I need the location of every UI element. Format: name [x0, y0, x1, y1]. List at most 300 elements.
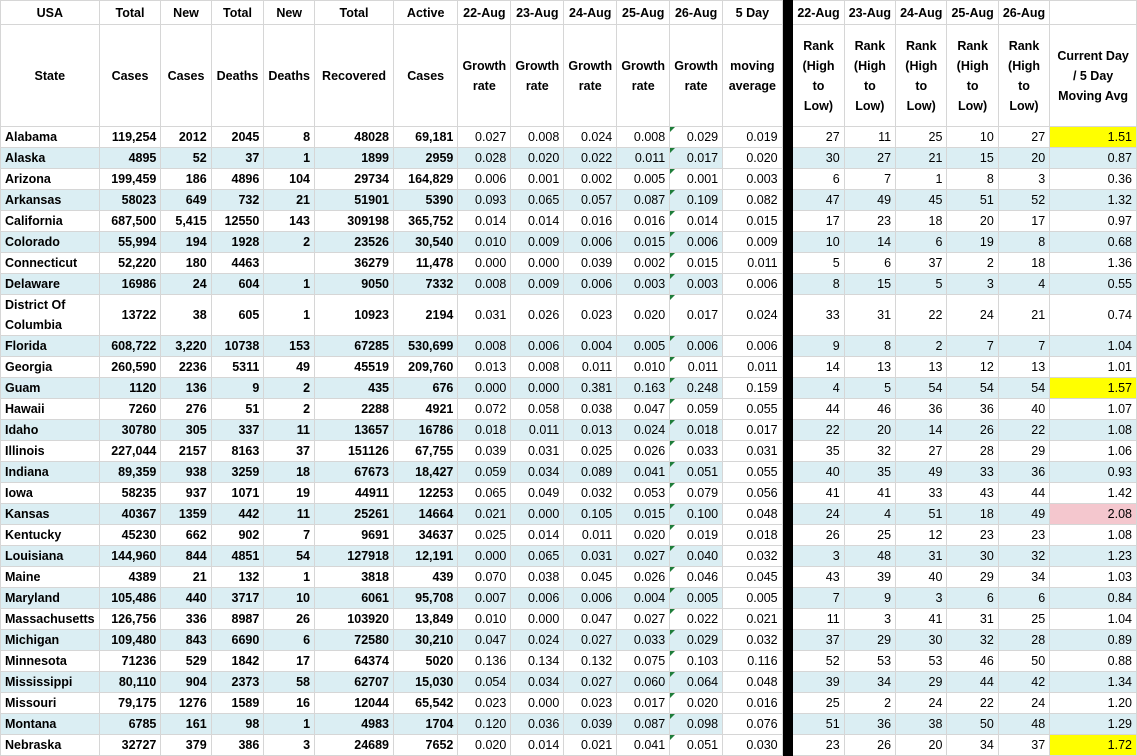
- rank-cell[interactable]: 23: [844, 211, 895, 232]
- new-deaths-cell[interactable]: 37: [264, 441, 315, 462]
- growth-rate-cell[interactable]: 0.087: [617, 190, 670, 211]
- rank-cell[interactable]: 6: [844, 253, 895, 274]
- ratio-cell[interactable]: 1.01: [1050, 357, 1137, 378]
- header-cell[interactable]: Cases: [394, 25, 458, 127]
- rank-cell[interactable]: 44: [793, 399, 844, 420]
- active-cases-cell[interactable]: 2959: [394, 148, 458, 169]
- rank-cell[interactable]: 5: [896, 274, 947, 295]
- growth-rate-cell[interactable]: 0.136: [458, 651, 511, 672]
- growth-rate-cell[interactable]: 0.025: [564, 441, 617, 462]
- rank-cell[interactable]: 27: [998, 127, 1049, 148]
- growth-rate-cell[interactable]: 0.018: [670, 420, 723, 441]
- total-deaths-cell[interactable]: 1928: [211, 232, 264, 253]
- growth-rate-cell[interactable]: 0.047: [564, 609, 617, 630]
- growth-rate-cell[interactable]: 0.120: [458, 714, 511, 735]
- growth-rate-cell[interactable]: 0.001: [511, 169, 564, 190]
- state-cell[interactable]: Mississippi: [1, 672, 100, 693]
- header-cell[interactable]: 24-Aug: [564, 1, 617, 25]
- growth-rate-cell[interactable]: 0.011: [617, 148, 670, 169]
- state-cell[interactable]: Michigan: [1, 630, 100, 651]
- rank-cell[interactable]: 29: [998, 441, 1049, 462]
- rank-cell[interactable]: 7: [947, 336, 998, 357]
- rank-cell[interactable]: 7: [998, 336, 1049, 357]
- total-deaths-cell[interactable]: 8987: [211, 609, 264, 630]
- growth-rate-cell[interactable]: 0.014: [670, 211, 723, 232]
- growth-rate-cell[interactable]: 0.006: [511, 588, 564, 609]
- growth-rate-cell[interactable]: 0.046: [670, 567, 723, 588]
- new-deaths-cell[interactable]: 11: [264, 420, 315, 441]
- new-cases-cell[interactable]: 440: [161, 588, 211, 609]
- rank-cell[interactable]: 22: [998, 420, 1049, 441]
- active-cases-cell[interactable]: 209,760: [394, 357, 458, 378]
- growth-rate-cell[interactable]: 0.053: [617, 483, 670, 504]
- total-deaths-cell[interactable]: 98: [211, 714, 264, 735]
- growth-rate-cell[interactable]: 0.079: [670, 483, 723, 504]
- state-cell[interactable]: Kentucky: [1, 525, 100, 546]
- total-deaths-cell[interactable]: 51: [211, 399, 264, 420]
- growth-rate-cell[interactable]: 0.033: [617, 630, 670, 651]
- growth-rate-cell[interactable]: 0.039: [458, 441, 511, 462]
- growth-rate-cell[interactable]: 0.016: [617, 211, 670, 232]
- moving-average-cell[interactable]: 0.076: [723, 714, 782, 735]
- new-cases-cell[interactable]: 194: [161, 232, 211, 253]
- rank-cell[interactable]: 4: [844, 504, 895, 525]
- new-cases-cell[interactable]: 136: [161, 378, 211, 399]
- rank-cell[interactable]: 24: [896, 693, 947, 714]
- header-cell[interactable]: Total: [315, 1, 394, 25]
- rank-cell[interactable]: 38: [896, 714, 947, 735]
- state-cell[interactable]: Indiana: [1, 462, 100, 483]
- growth-rate-cell[interactable]: 0.021: [564, 735, 617, 756]
- header-cell[interactable]: Growth rate: [511, 25, 564, 127]
- total-cases-cell[interactable]: 687,500: [99, 211, 161, 232]
- new-cases-cell[interactable]: 2157: [161, 441, 211, 462]
- growth-rate-cell[interactable]: 0.020: [458, 735, 511, 756]
- active-cases-cell[interactable]: 676: [394, 378, 458, 399]
- total-cases-cell[interactable]: 4895: [99, 148, 161, 169]
- rank-cell[interactable]: 50: [947, 714, 998, 735]
- new-cases-cell[interactable]: 2012: [161, 127, 211, 148]
- growth-rate-cell[interactable]: 0.051: [670, 735, 723, 756]
- ratio-cell[interactable]: 0.97: [1050, 211, 1137, 232]
- growth-rate-cell[interactable]: 0.017: [670, 295, 723, 336]
- rank-cell[interactable]: 41: [844, 483, 895, 504]
- growth-rate-cell[interactable]: 0.010: [458, 609, 511, 630]
- growth-rate-cell[interactable]: 0.015: [670, 253, 723, 274]
- rank-cell[interactable]: 49: [998, 504, 1049, 525]
- total-deaths-cell[interactable]: 4851: [211, 546, 264, 567]
- moving-average-cell[interactable]: 0.032: [723, 546, 782, 567]
- total-deaths-cell[interactable]: 605: [211, 295, 264, 336]
- growth-rate-cell[interactable]: 0.000: [511, 378, 564, 399]
- growth-rate-cell[interactable]: 0.026: [617, 441, 670, 462]
- rank-cell[interactable]: 1: [896, 169, 947, 190]
- header-cell[interactable]: Growth rate: [670, 25, 723, 127]
- rank-cell[interactable]: 10: [947, 127, 998, 148]
- recovered-cell[interactable]: 9691: [315, 525, 394, 546]
- growth-rate-cell[interactable]: 0.039: [564, 253, 617, 274]
- header-cell[interactable]: Rank (High to Low): [844, 25, 895, 127]
- total-cases-cell[interactable]: 79,175: [99, 693, 161, 714]
- header-cell[interactable]: Current Day / 5 Day Moving Avg: [1050, 25, 1137, 127]
- rank-cell[interactable]: 27: [793, 127, 844, 148]
- rank-cell[interactable]: 29: [844, 630, 895, 651]
- rank-cell[interactable]: 14: [844, 232, 895, 253]
- growth-rate-cell[interactable]: 0.103: [670, 651, 723, 672]
- growth-rate-cell[interactable]: 0.000: [458, 378, 511, 399]
- active-cases-cell[interactable]: 14664: [394, 504, 458, 525]
- recovered-cell[interactable]: 72580: [315, 630, 394, 651]
- header-cell[interactable]: Growth rate: [564, 25, 617, 127]
- rank-cell[interactable]: 6: [896, 232, 947, 253]
- total-deaths-cell[interactable]: 386: [211, 735, 264, 756]
- rank-cell[interactable]: 51: [793, 714, 844, 735]
- rank-cell[interactable]: 7: [844, 169, 895, 190]
- rank-cell[interactable]: 20: [844, 420, 895, 441]
- recovered-cell[interactable]: 9050: [315, 274, 394, 295]
- active-cases-cell[interactable]: 7652: [394, 735, 458, 756]
- recovered-cell[interactable]: 4983: [315, 714, 394, 735]
- state-cell[interactable]: Alaska: [1, 148, 100, 169]
- growth-rate-cell[interactable]: 0.000: [511, 609, 564, 630]
- growth-rate-cell[interactable]: 0.010: [458, 232, 511, 253]
- total-cases-cell[interactable]: 89,359: [99, 462, 161, 483]
- active-cases-cell[interactable]: 67,755: [394, 441, 458, 462]
- state-cell[interactable]: Arkansas: [1, 190, 100, 211]
- rank-cell[interactable]: 40: [896, 567, 947, 588]
- growth-rate-cell[interactable]: 0.032: [564, 483, 617, 504]
- total-deaths-cell[interactable]: 12550: [211, 211, 264, 232]
- state-cell[interactable]: Arizona: [1, 169, 100, 190]
- active-cases-cell[interactable]: 95,708: [394, 588, 458, 609]
- recovered-cell[interactable]: 12044: [315, 693, 394, 714]
- active-cases-cell[interactable]: 2194: [394, 295, 458, 336]
- new-deaths-cell[interactable]: 26: [264, 609, 315, 630]
- total-cases-cell[interactable]: 45230: [99, 525, 161, 546]
- growth-rate-cell[interactable]: 0.015: [617, 232, 670, 253]
- growth-rate-cell[interactable]: 0.010: [617, 357, 670, 378]
- ratio-cell[interactable]: 2.08: [1050, 504, 1137, 525]
- new-deaths-cell[interactable]: 16: [264, 693, 315, 714]
- rank-cell[interactable]: 25: [844, 525, 895, 546]
- state-cell[interactable]: Iowa: [1, 483, 100, 504]
- state-cell[interactable]: Massachusetts: [1, 609, 100, 630]
- moving-average-cell[interactable]: 0.019: [723, 127, 782, 148]
- rank-cell[interactable]: 37: [793, 630, 844, 651]
- growth-rate-cell[interactable]: 0.000: [511, 253, 564, 274]
- ratio-cell[interactable]: 1.04: [1050, 609, 1137, 630]
- moving-average-cell[interactable]: 0.005: [723, 588, 782, 609]
- moving-average-cell[interactable]: 0.015: [723, 211, 782, 232]
- growth-rate-cell[interactable]: 0.011: [511, 420, 564, 441]
- ratio-cell[interactable]: 1.23: [1050, 546, 1137, 567]
- growth-rate-cell[interactable]: 0.028: [458, 148, 511, 169]
- rank-cell[interactable]: 24: [793, 504, 844, 525]
- rank-cell[interactable]: 23: [998, 525, 1049, 546]
- rank-cell[interactable]: 51: [896, 504, 947, 525]
- new-cases-cell[interactable]: 305: [161, 420, 211, 441]
- new-cases-cell[interactable]: 21: [161, 567, 211, 588]
- growth-rate-cell[interactable]: 0.000: [458, 546, 511, 567]
- growth-rate-cell[interactable]: 0.060: [617, 672, 670, 693]
- rank-cell[interactable]: 5: [844, 378, 895, 399]
- rank-cell[interactable]: 50: [998, 651, 1049, 672]
- header-cell[interactable]: [782, 1, 793, 25]
- ratio-cell[interactable]: 1.36: [1050, 253, 1137, 274]
- moving-average-cell[interactable]: 0.116: [723, 651, 782, 672]
- total-cases-cell[interactable]: 608,722: [99, 336, 161, 357]
- growth-rate-cell[interactable]: 0.027: [617, 546, 670, 567]
- growth-rate-cell[interactable]: 0.065: [511, 190, 564, 211]
- growth-rate-cell[interactable]: 0.134: [511, 651, 564, 672]
- moving-average-cell[interactable]: 0.048: [723, 672, 782, 693]
- total-cases-cell[interactable]: 30780: [99, 420, 161, 441]
- rank-cell[interactable]: 11: [844, 127, 895, 148]
- rank-cell[interactable]: 8: [947, 169, 998, 190]
- new-cases-cell[interactable]: 843: [161, 630, 211, 651]
- rank-cell[interactable]: 34: [844, 672, 895, 693]
- growth-rate-cell[interactable]: 0.009: [511, 274, 564, 295]
- rank-cell[interactable]: 51: [947, 190, 998, 211]
- new-cases-cell[interactable]: 379: [161, 735, 211, 756]
- new-deaths-cell[interactable]: 17: [264, 651, 315, 672]
- growth-rate-cell[interactable]: 0.034: [511, 672, 564, 693]
- moving-average-cell[interactable]: 0.011: [723, 357, 782, 378]
- total-deaths-cell[interactable]: 902: [211, 525, 264, 546]
- new-cases-cell[interactable]: 5,415: [161, 211, 211, 232]
- total-cases-cell[interactable]: 4389: [99, 567, 161, 588]
- rank-cell[interactable]: 54: [947, 378, 998, 399]
- growth-rate-cell[interactable]: 0.051: [670, 462, 723, 483]
- recovered-cell[interactable]: 309198: [315, 211, 394, 232]
- growth-rate-cell[interactable]: 0.027: [564, 672, 617, 693]
- rank-cell[interactable]: 52: [998, 190, 1049, 211]
- rank-cell[interactable]: 29: [896, 672, 947, 693]
- header-cell[interactable]: Total: [99, 1, 161, 25]
- rank-cell[interactable]: 53: [844, 651, 895, 672]
- growth-rate-cell[interactable]: 0.075: [617, 651, 670, 672]
- total-cases-cell[interactable]: 7260: [99, 399, 161, 420]
- growth-rate-cell[interactable]: 0.014: [511, 211, 564, 232]
- rank-cell[interactable]: 9: [844, 588, 895, 609]
- growth-rate-cell[interactable]: 0.041: [617, 735, 670, 756]
- growth-rate-cell[interactable]: 0.008: [511, 357, 564, 378]
- growth-rate-cell[interactable]: 0.020: [617, 525, 670, 546]
- rank-cell[interactable]: 22: [896, 295, 947, 336]
- total-deaths-cell[interactable]: 1071: [211, 483, 264, 504]
- header-cell[interactable]: 26-Aug: [670, 1, 723, 25]
- ratio-cell[interactable]: 0.55: [1050, 274, 1137, 295]
- new-deaths-cell[interactable]: 18: [264, 462, 315, 483]
- header-cell[interactable]: Total: [211, 1, 264, 25]
- growth-rate-cell[interactable]: 0.020: [617, 295, 670, 336]
- growth-rate-cell[interactable]: 0.006: [670, 336, 723, 357]
- total-cases-cell[interactable]: 144,960: [99, 546, 161, 567]
- ratio-cell[interactable]: 0.89: [1050, 630, 1137, 651]
- rank-cell[interactable]: 34: [947, 735, 998, 756]
- rank-cell[interactable]: 9: [793, 336, 844, 357]
- growth-rate-cell[interactable]: 0.011: [564, 357, 617, 378]
- growth-rate-cell[interactable]: 0.005: [670, 588, 723, 609]
- rank-cell[interactable]: 25: [793, 693, 844, 714]
- growth-rate-cell[interactable]: 0.047: [617, 399, 670, 420]
- moving-average-cell[interactable]: 0.048: [723, 504, 782, 525]
- recovered-cell[interactable]: 127918: [315, 546, 394, 567]
- rank-cell[interactable]: 36: [844, 714, 895, 735]
- state-cell[interactable]: Alabama: [1, 127, 100, 148]
- total-cases-cell[interactable]: 32727: [99, 735, 161, 756]
- rank-cell[interactable]: 46: [844, 399, 895, 420]
- new-deaths-cell[interactable]: 2: [264, 378, 315, 399]
- growth-rate-cell[interactable]: 0.006: [564, 274, 617, 295]
- rank-cell[interactable]: 10: [793, 232, 844, 253]
- growth-rate-cell[interactable]: 0.034: [511, 462, 564, 483]
- growth-rate-cell[interactable]: 0.014: [458, 211, 511, 232]
- state-cell[interactable]: District Of Columbia: [1, 295, 100, 336]
- new-cases-cell[interactable]: 938: [161, 462, 211, 483]
- recovered-cell[interactable]: 36279: [315, 253, 394, 274]
- header-cell[interactable]: USA: [1, 1, 100, 25]
- active-cases-cell[interactable]: 12253: [394, 483, 458, 504]
- rank-cell[interactable]: 7: [793, 588, 844, 609]
- active-cases-cell[interactable]: 5020: [394, 651, 458, 672]
- growth-rate-cell[interactable]: 0.013: [564, 420, 617, 441]
- new-deaths-cell[interactable]: 1: [264, 295, 315, 336]
- growth-rate-cell[interactable]: 0.089: [564, 462, 617, 483]
- moving-average-cell[interactable]: 0.055: [723, 399, 782, 420]
- growth-rate-cell[interactable]: 0.005: [617, 336, 670, 357]
- rank-cell[interactable]: 35: [844, 462, 895, 483]
- ratio-cell[interactable]: 1.20: [1050, 693, 1137, 714]
- header-cell[interactable]: 25-Aug: [947, 1, 998, 25]
- growth-rate-cell[interactable]: 0.015: [617, 504, 670, 525]
- total-deaths-cell[interactable]: 6690: [211, 630, 264, 651]
- new-cases-cell[interactable]: 186: [161, 169, 211, 190]
- rank-cell[interactable]: 22: [793, 420, 844, 441]
- total-cases-cell[interactable]: 199,459: [99, 169, 161, 190]
- rank-cell[interactable]: 26: [844, 735, 895, 756]
- growth-rate-cell[interactable]: 0.020: [511, 148, 564, 169]
- recovered-cell[interactable]: 23526: [315, 232, 394, 253]
- growth-rate-cell[interactable]: 0.017: [670, 148, 723, 169]
- rank-cell[interactable]: 17: [998, 211, 1049, 232]
- new-cases-cell[interactable]: 161: [161, 714, 211, 735]
- total-deaths-cell[interactable]: 1842: [211, 651, 264, 672]
- new-cases-cell[interactable]: 24: [161, 274, 211, 295]
- growth-rate-cell[interactable]: 0.026: [617, 567, 670, 588]
- growth-rate-cell[interactable]: 0.011: [564, 525, 617, 546]
- header-cell[interactable]: Recovered: [315, 25, 394, 127]
- rank-cell[interactable]: 54: [998, 378, 1049, 399]
- total-cases-cell[interactable]: 6785: [99, 714, 161, 735]
- rank-cell[interactable]: 53: [896, 651, 947, 672]
- new-deaths-cell[interactable]: 49: [264, 357, 315, 378]
- rank-cell[interactable]: 26: [947, 420, 998, 441]
- new-deaths-cell[interactable]: 21: [264, 190, 315, 211]
- rank-cell[interactable]: 34: [998, 567, 1049, 588]
- rank-cell[interactable]: 4: [793, 378, 844, 399]
- recovered-cell[interactable]: 44911: [315, 483, 394, 504]
- moving-average-cell[interactable]: 0.009: [723, 232, 782, 253]
- growth-rate-cell[interactable]: 0.006: [564, 232, 617, 253]
- total-cases-cell[interactable]: 58235: [99, 483, 161, 504]
- growth-rate-cell[interactable]: 0.025: [458, 525, 511, 546]
- rank-cell[interactable]: 3: [947, 274, 998, 295]
- rank-cell[interactable]: 26: [793, 525, 844, 546]
- rank-cell[interactable]: 25: [998, 609, 1049, 630]
- new-cases-cell[interactable]: 649: [161, 190, 211, 211]
- growth-rate-cell[interactable]: 0.021: [458, 504, 511, 525]
- growth-rate-cell[interactable]: 0.023: [458, 693, 511, 714]
- rank-cell[interactable]: 20: [947, 211, 998, 232]
- recovered-cell[interactable]: 103920: [315, 609, 394, 630]
- growth-rate-cell[interactable]: 0.045: [564, 567, 617, 588]
- growth-rate-cell[interactable]: 0.031: [458, 295, 511, 336]
- growth-rate-cell[interactable]: 0.000: [511, 693, 564, 714]
- recovered-cell[interactable]: 67673: [315, 462, 394, 483]
- ratio-cell[interactable]: 1.06: [1050, 441, 1137, 462]
- new-deaths-cell[interactable]: 10: [264, 588, 315, 609]
- header-cell[interactable]: 24-Aug: [896, 1, 947, 25]
- state-cell[interactable]: Hawaii: [1, 399, 100, 420]
- rank-cell[interactable]: 52: [793, 651, 844, 672]
- new-cases-cell[interactable]: 1276: [161, 693, 211, 714]
- rank-cell[interactable]: 30: [947, 546, 998, 567]
- state-cell[interactable]: Montana: [1, 714, 100, 735]
- ratio-cell[interactable]: 1.08: [1050, 420, 1137, 441]
- rank-cell[interactable]: 37: [896, 253, 947, 274]
- ratio-cell[interactable]: 1.08: [1050, 525, 1137, 546]
- rank-cell[interactable]: 37: [998, 735, 1049, 756]
- ratio-cell[interactable]: 0.88: [1050, 651, 1137, 672]
- growth-rate-cell[interactable]: 0.008: [458, 274, 511, 295]
- growth-rate-cell[interactable]: 0.024: [511, 630, 564, 651]
- header-cell[interactable]: New: [161, 1, 211, 25]
- total-deaths-cell[interactable]: 604: [211, 274, 264, 295]
- moving-average-cell[interactable]: 0.024: [723, 295, 782, 336]
- growth-rate-cell[interactable]: 0.016: [564, 211, 617, 232]
- total-deaths-cell[interactable]: 5311: [211, 357, 264, 378]
- total-cases-cell[interactable]: 126,756: [99, 609, 161, 630]
- rank-cell[interactable]: 6: [947, 588, 998, 609]
- new-deaths-cell[interactable]: 3: [264, 735, 315, 756]
- rank-cell[interactable]: 18: [896, 211, 947, 232]
- header-cell[interactable]: Growth rate: [458, 25, 511, 127]
- rank-cell[interactable]: 14: [793, 357, 844, 378]
- header-cell[interactable]: 26-Aug: [998, 1, 1049, 25]
- total-cases-cell[interactable]: 119,254: [99, 127, 161, 148]
- new-deaths-cell[interactable]: 153: [264, 336, 315, 357]
- recovered-cell[interactable]: 24689: [315, 735, 394, 756]
- total-cases-cell[interactable]: 16986: [99, 274, 161, 295]
- header-cell[interactable]: moving average: [723, 25, 782, 127]
- ratio-cell[interactable]: 1.72: [1050, 735, 1137, 756]
- active-cases-cell[interactable]: 69,181: [394, 127, 458, 148]
- rank-cell[interactable]: 23: [793, 735, 844, 756]
- rank-cell[interactable]: 46: [947, 651, 998, 672]
- rank-cell[interactable]: 12: [947, 357, 998, 378]
- rank-cell[interactable]: 6: [793, 169, 844, 190]
- ratio-cell[interactable]: 1.29: [1050, 714, 1137, 735]
- ratio-cell[interactable]: 0.84: [1050, 588, 1137, 609]
- new-cases-cell[interactable]: 336: [161, 609, 211, 630]
- growth-rate-cell[interactable]: 0.070: [458, 567, 511, 588]
- rank-cell[interactable]: 35: [793, 441, 844, 462]
- state-cell[interactable]: Louisiana: [1, 546, 100, 567]
- recovered-cell[interactable]: 2288: [315, 399, 394, 420]
- growth-rate-cell[interactable]: 0.027: [617, 609, 670, 630]
- new-cases-cell[interactable]: 844: [161, 546, 211, 567]
